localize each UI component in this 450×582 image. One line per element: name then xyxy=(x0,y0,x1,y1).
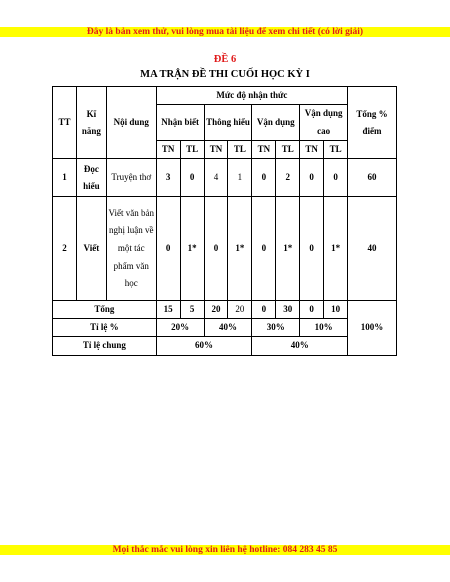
header-tl: TL xyxy=(276,141,300,159)
cell: 0 xyxy=(252,301,276,319)
ratio-value: 30% xyxy=(252,319,300,337)
cell: 15 xyxy=(156,301,180,319)
header-content: Nội dung xyxy=(106,87,156,159)
cell: 0 xyxy=(180,159,204,197)
row-tt: 2 xyxy=(53,197,77,301)
header-level-recognize: Nhận biết xyxy=(156,105,204,141)
header-level-apply: Vận dụng xyxy=(252,105,300,141)
cell: 1* xyxy=(180,197,204,301)
row-content: Viết văn bản nghị luận về một tác phẩm văn học xyxy=(106,197,156,301)
cell: 0 xyxy=(252,159,276,197)
ratio-value: 20% xyxy=(156,319,204,337)
header-level-high-apply: Vận dụng cao xyxy=(300,105,348,141)
exam-label: ĐỀ 6 xyxy=(213,54,237,65)
cell: 10 xyxy=(324,301,348,319)
row-tt: 1 xyxy=(53,159,77,197)
ratio-value: 10% xyxy=(300,319,348,337)
overall-ratio-label: Tỉ lệ chung xyxy=(53,337,157,355)
cell: 0 xyxy=(252,197,276,301)
header-tt: TT xyxy=(53,87,77,159)
overall-ratio-value: 60% xyxy=(156,337,252,355)
table-row-total xyxy=(53,301,397,319)
header-level-understand: Thông hiểu xyxy=(204,105,252,141)
row-skill: Đọc hiểu xyxy=(76,159,106,197)
cell: 1* xyxy=(276,197,300,301)
cell: 30 xyxy=(276,301,300,319)
document-title: MA TRẬN ĐỀ THI CUỐI HỌC KỲ I xyxy=(140,69,310,80)
cell: 20 xyxy=(228,301,252,319)
cell: 0 xyxy=(300,159,324,197)
header-tl: TL xyxy=(228,141,252,159)
cell: 0 xyxy=(300,197,324,301)
preview-banner: Đây là bản xem thử, vui lòng mua tài liệu để xem chi tiết (có lời giải) xyxy=(0,27,450,37)
header-tn: TN xyxy=(252,141,276,159)
cell: 0 xyxy=(204,197,228,301)
table-row-reading xyxy=(53,159,397,197)
assessment-matrix-table xyxy=(52,86,397,356)
cell: 5 xyxy=(180,301,204,319)
header-tn: TN xyxy=(300,141,324,159)
ratio-value: 40% xyxy=(204,319,252,337)
cell: 1* xyxy=(324,197,348,301)
table-row-ratio xyxy=(53,319,397,337)
header-tl: TL xyxy=(324,141,348,159)
table-row-overall-ratio xyxy=(53,337,397,355)
cell: 4 xyxy=(204,159,228,197)
header-tn: TN xyxy=(204,141,228,159)
ratio-label: Tỉ lệ % xyxy=(53,319,157,337)
header-cognitive-level: Mức độ nhận thức xyxy=(156,87,347,105)
header-row-1 xyxy=(53,87,397,105)
header-tl: TL xyxy=(180,141,204,159)
hotline-banner: Mọi thắc mắc vui lòng xin liên hệ hotline: 084 283 45 85 xyxy=(0,545,450,555)
cell: 20 xyxy=(204,301,228,319)
row-skill: Viết xyxy=(76,197,106,301)
header-total: Tổng % điểm xyxy=(348,87,397,159)
row-total: 40 xyxy=(348,197,397,301)
grand-total: 100% xyxy=(348,301,397,355)
row-content: Truyện thơ xyxy=(106,159,156,197)
cell: 0 xyxy=(324,159,348,197)
row-total: 60 xyxy=(348,159,397,197)
cell: 1* xyxy=(228,197,252,301)
header-tn: TN xyxy=(156,141,180,159)
cell: 0 xyxy=(300,301,324,319)
header-skill: Kĩ năng xyxy=(76,87,106,159)
cell: 0 xyxy=(156,197,180,301)
cell: 2 xyxy=(276,159,300,197)
cell: 1 xyxy=(228,159,252,197)
overall-ratio-value: 40% xyxy=(252,337,348,355)
cell: 3 xyxy=(156,159,180,197)
total-label: Tổng xyxy=(53,301,157,319)
table-row-writing xyxy=(53,197,397,301)
